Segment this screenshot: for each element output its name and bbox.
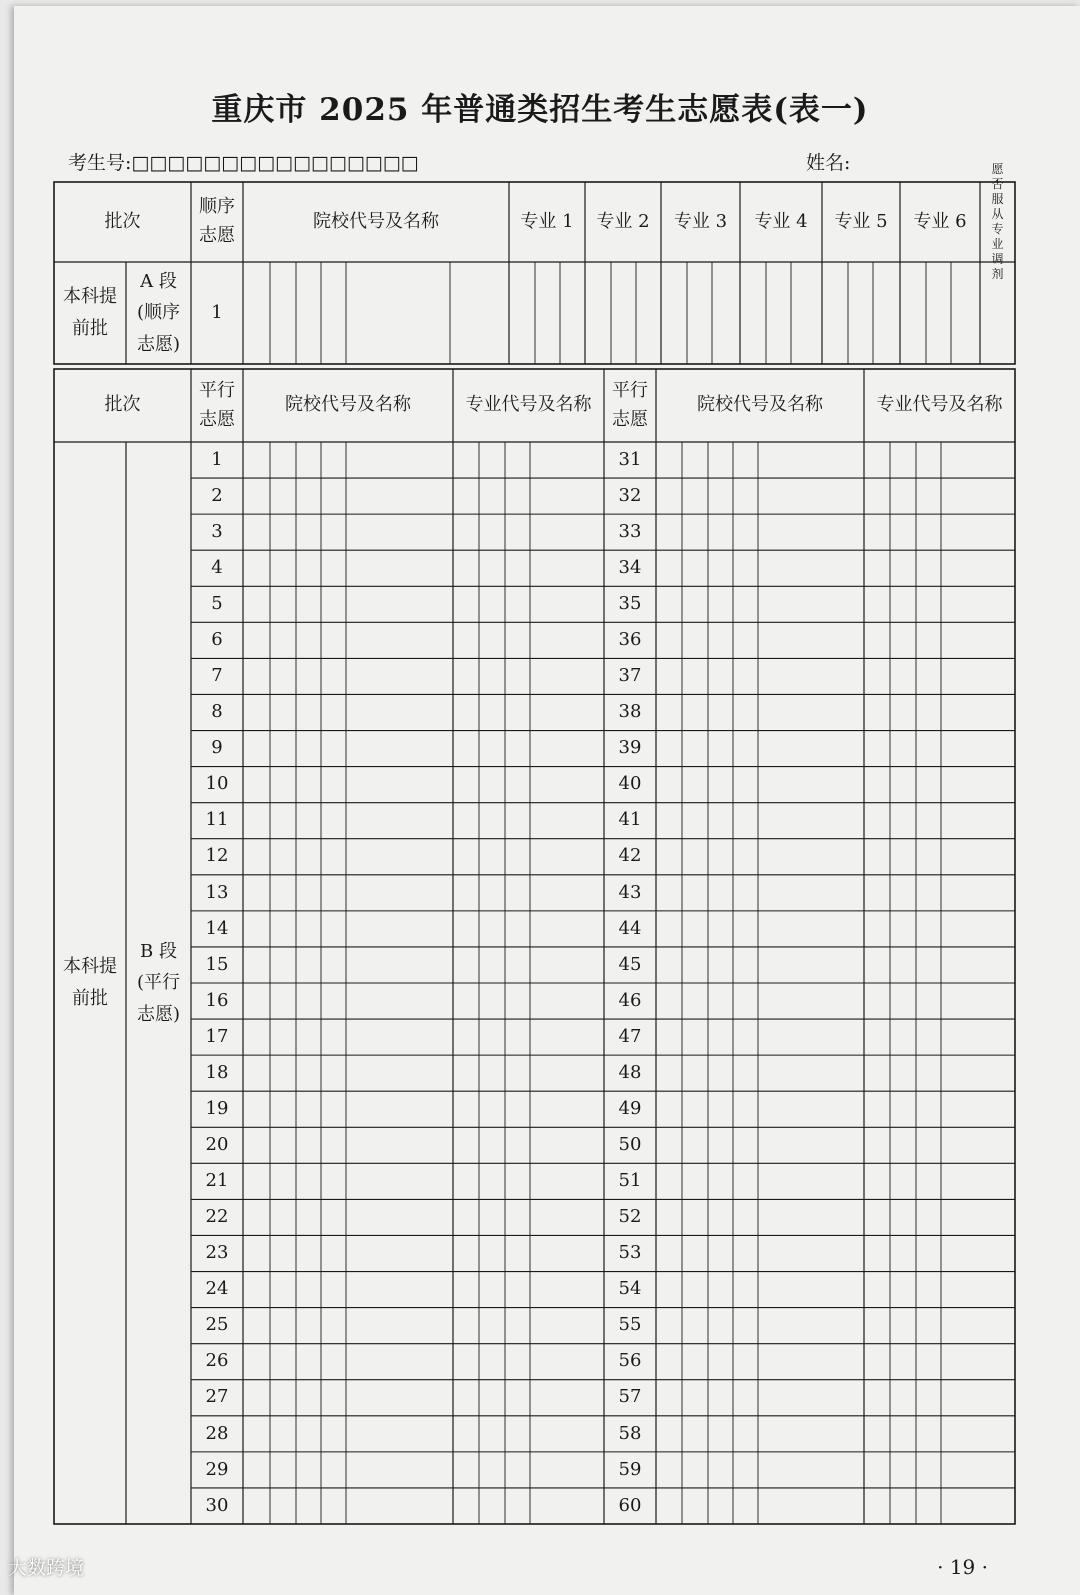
row-number-right: 40 <box>618 773 642 795</box>
section-b-segment-label <box>126 442 191 1524</box>
section-b-school-header-right: 院校代号及名称 <box>697 394 823 416</box>
row-number-left: 3 <box>211 520 223 542</box>
row-number-left: 4 <box>211 556 223 578</box>
section-b-school-header-left: 院校代号及名称 <box>285 394 411 416</box>
row-number-left: 19 <box>205 1097 229 1119</box>
row-number-left: 6 <box>211 629 223 651</box>
row-number-left: 10 <box>205 773 229 795</box>
section-b-parallel-header-left-text: 平行志愿 <box>198 379 235 430</box>
section-b-batch-header: 批次 <box>104 394 141 416</box>
section-a-major-header-1: 专业 1 <box>520 210 574 232</box>
row-number-right: 51 <box>618 1170 642 1192</box>
section-a-batch-label-text: 本科提前批 <box>63 285 117 339</box>
row-number-right: 36 <box>618 629 642 651</box>
row-number-right: 42 <box>618 845 642 867</box>
name-label: 姓名: <box>806 152 851 174</box>
section-a-school-header: 院校代号及名称 <box>313 210 439 232</box>
row-number-right: 52 <box>618 1206 642 1228</box>
row-number-right: 60 <box>618 1494 642 1516</box>
row-number-right: 48 <box>618 1061 642 1083</box>
section-b-parallel-header-right <box>604 369 656 442</box>
section-a-major-header-6: 专业 6 <box>913 210 967 232</box>
row-number-right: 43 <box>618 881 642 903</box>
section-a-batch-header: 批次 <box>104 210 141 232</box>
section-b-segment-label-text: B 段(平行志愿) <box>136 940 181 1025</box>
row-number-right: 45 <box>618 953 642 975</box>
row-number-left: 30 <box>205 1494 229 1516</box>
section-a-batch-label <box>54 262 126 364</box>
row-number-left: 5 <box>211 593 223 614</box>
watermark-logo: 大数跨境 <box>8 1557 85 1579</box>
row-number-right: 57 <box>618 1386 642 1408</box>
section-a-order-header-text: 顺序志愿 <box>198 196 235 246</box>
page-number: · 19 · <box>937 1555 988 1579</box>
exam-number-label: 考生号: <box>68 152 132 174</box>
section-a-major-header-5: 专业 5 <box>834 210 888 232</box>
section-a-order-header <box>191 182 243 262</box>
section-a-major-header-2: 专业 2 <box>596 210 650 232</box>
section-b-batch-label <box>54 442 126 1524</box>
section-b-batch-label-text: 本科提前批 <box>63 955 117 1009</box>
exam-number-boxes[interactable]: □□□□□□□□□□□□□□□□ <box>131 152 419 174</box>
row-number-right: 41 <box>618 809 642 831</box>
row-number-left: 17 <box>205 1025 229 1047</box>
row-number-right: 33 <box>618 520 642 542</box>
row-number-right: 31 <box>618 448 642 470</box>
row-number-left: 14 <box>205 917 229 939</box>
section-a-major-header-3: 专业 3 <box>673 210 728 232</box>
section-b-parallel-header-right-text: 平行志愿 <box>611 379 648 430</box>
row-number-left: 18 <box>205 1061 229 1083</box>
row-number-left: 28 <box>205 1422 229 1444</box>
section-b-major-header-left: 专业代号及名称 <box>465 394 592 416</box>
section-b-parallel-header-left <box>191 369 243 442</box>
section-a-major-header-4: 专业 4 <box>754 210 808 232</box>
row-number-right: 47 <box>618 1025 642 1047</box>
row-number-left: 1 <box>211 448 223 470</box>
row-number-left: 29 <box>205 1458 229 1480</box>
row-number-left: 2 <box>211 484 223 506</box>
section-b-major-header-right: 专业代号及名称 <box>876 394 1003 416</box>
row-number-left: 21 <box>205 1170 229 1192</box>
row-number-right: 50 <box>618 1134 642 1155</box>
row-number-left: 25 <box>205 1314 229 1336</box>
row-number-left: 23 <box>205 1242 229 1264</box>
row-number-right: 32 <box>618 484 642 506</box>
section-a-segment-label-text: A 段(顺序志愿) <box>136 270 181 355</box>
row-number-right: 58 <box>618 1422 642 1444</box>
section-a-adjust-header <box>980 162 1015 281</box>
row-number-left: 20 <box>205 1134 229 1155</box>
row-number-left: 24 <box>205 1278 229 1300</box>
page-title: 重庆市 2025 年普通类招生考生志愿表(表一) <box>211 92 869 128</box>
row-number-right: 34 <box>618 556 642 578</box>
row-number-left: 15 <box>205 953 229 975</box>
row-number-right: 59 <box>618 1458 642 1480</box>
section-a-order-number: 1 <box>211 301 223 323</box>
row-number-left: 8 <box>211 701 223 723</box>
row-number-right: 39 <box>618 737 642 759</box>
row-number-left: 13 <box>205 881 229 903</box>
section-a-segment-label <box>126 262 191 364</box>
row-number-left: 11 <box>205 809 229 831</box>
row-number-right: 55 <box>618 1314 642 1336</box>
row-number-right: 56 <box>618 1350 642 1372</box>
row-number-right: 53 <box>618 1242 642 1264</box>
row-number-right: 44 <box>618 917 642 939</box>
row-number-left: 22 <box>205 1206 229 1228</box>
row-number-left: 7 <box>211 665 223 687</box>
row-number-right: 35 <box>618 593 642 614</box>
row-number-right: 46 <box>618 989 642 1011</box>
row-number-left: 27 <box>205 1386 229 1408</box>
section-a-adjust-header-text: 愿否服从专业调剂 <box>991 162 1004 281</box>
row-number-left: 16 <box>205 989 229 1011</box>
row-number-right: 38 <box>618 701 642 723</box>
row-number-right: 54 <box>618 1278 642 1300</box>
row-number-right: 49 <box>618 1097 642 1119</box>
row-number-left: 9 <box>211 737 223 759</box>
row-number-right: 37 <box>618 665 642 687</box>
row-number-left: 26 <box>205 1350 229 1372</box>
row-number-left: 12 <box>205 845 229 867</box>
